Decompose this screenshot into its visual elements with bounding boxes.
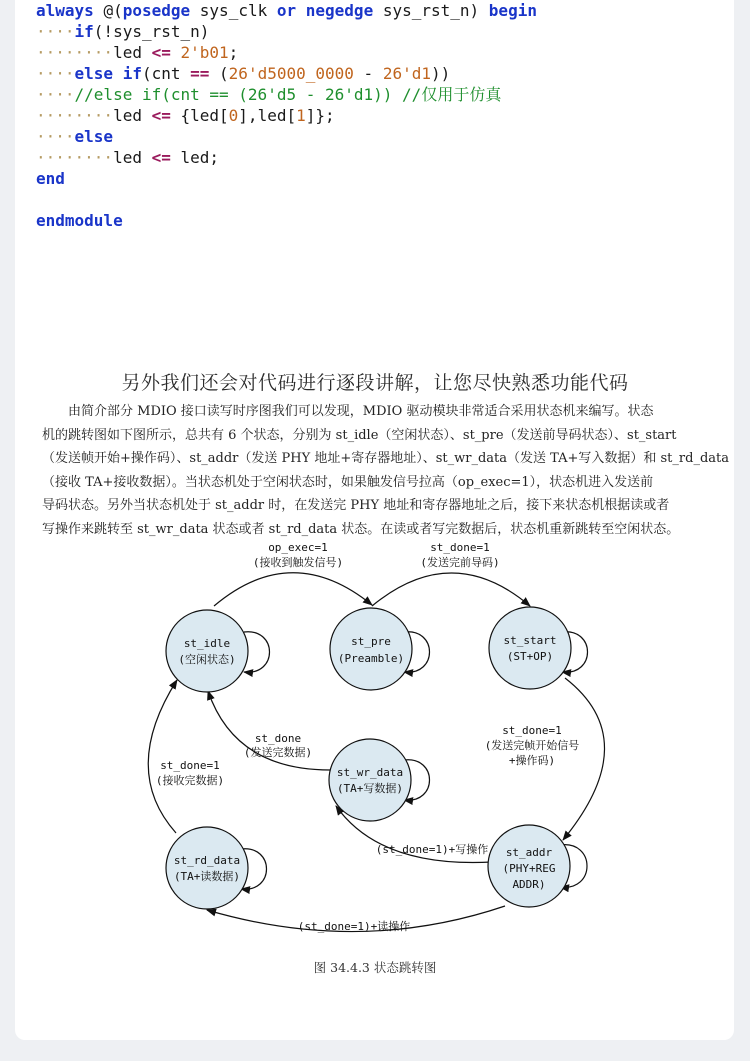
edge-label: (st_done=1)+读操作 xyxy=(297,920,411,933)
state-desc: (空闲状态) xyxy=(178,653,236,666)
code-token: //else if(cnt == (26'd5 - 26'd1)) //仅用于仿真 xyxy=(74,85,502,104)
code-line xyxy=(36,147,537,168)
code-token: ···· xyxy=(36,127,75,146)
state-desc: ADDR) xyxy=(512,878,546,891)
code-token: (!sys_rst_n) xyxy=(93,22,210,41)
code-token: <= xyxy=(151,43,171,62)
state-name: st_start xyxy=(503,634,557,647)
code-token: negedge xyxy=(305,1,374,20)
edge-label: (接收到触发信号) xyxy=(252,556,344,569)
edge-start-to-addr xyxy=(563,678,605,840)
code-token: {led[ xyxy=(170,106,229,125)
code-token: else if xyxy=(74,64,142,83)
state-desc: (ST+OP) xyxy=(506,650,554,663)
edge-label: (接收完数据) xyxy=(155,774,225,787)
paragraph-line: 导码状态。另外当状态机处于 st_addr 时，在发送完 PHY 地址和寄存器地址之后，接下来状态机根据读或者 xyxy=(42,498,670,514)
code-token xyxy=(171,43,181,62)
code-token: == xyxy=(190,64,210,83)
code-token: begin xyxy=(488,1,537,20)
code-token: always xyxy=(36,1,94,20)
edge-label: (发送完前导码) xyxy=(420,556,500,569)
code-token: 26'd5000_0000 xyxy=(228,64,354,83)
code-token: led xyxy=(113,43,152,62)
state-name: st_rd_data xyxy=(173,854,241,867)
code-token: else xyxy=(74,127,114,146)
code-line xyxy=(36,126,537,147)
code-token: ········ xyxy=(36,148,114,167)
code-line xyxy=(36,189,537,210)
edge-label: st_done xyxy=(254,732,302,745)
code-token: <= xyxy=(151,106,171,125)
code-line xyxy=(36,21,537,42)
code-token: or xyxy=(276,1,297,20)
code-token: sys_rst_n) xyxy=(373,1,489,20)
state-st-pre xyxy=(330,608,412,690)
state-name: st_idle xyxy=(183,637,231,650)
code-token: - xyxy=(353,64,383,83)
state-st-start xyxy=(489,607,571,689)
code-line xyxy=(36,105,537,126)
code-line xyxy=(36,84,537,105)
code-token xyxy=(94,1,104,20)
state-st-addr xyxy=(488,825,570,907)
code-token: ],led[ xyxy=(238,106,297,125)
edge-label: (st_done=1)+写操作 xyxy=(375,843,489,856)
state-st-rd-data xyxy=(166,827,248,909)
code-token: 26'd1 xyxy=(382,64,431,83)
code-line xyxy=(36,168,537,189)
code-line xyxy=(36,210,537,231)
edge-label: (发送完数据) xyxy=(243,746,313,759)
code-token: ( xyxy=(113,1,123,20)
edge-label: st_done=1 xyxy=(430,541,490,554)
state-name: st_wr_data xyxy=(336,766,404,779)
code-token: endmodule xyxy=(36,211,123,230)
paragraph-line: （发送帧开始+操作码）、st_addr（发送 PHY 地址+寄存器地址）、st_wr_data（发送 TA+写入数据）和 st_rd_data xyxy=(42,451,729,467)
edge-rd-to-idle xyxy=(148,680,177,833)
code-block xyxy=(36,0,537,231)
paragraph-line: 写操作来跳转至 st_wr_data 状态或者 st_rd_data 状态。在读或者写完数据后，状态机重新跳转至空闲状态。 xyxy=(42,521,680,537)
code-token xyxy=(296,1,306,20)
state-desc: (PHY+REG xyxy=(502,862,556,875)
code-token: 0 xyxy=(228,106,239,125)
code-token: led; xyxy=(170,148,220,167)
code-token: <= xyxy=(151,148,171,167)
state-desc: (TA+读数据) xyxy=(173,870,241,883)
code-line xyxy=(36,0,537,21)
state-desc: (Preamble) xyxy=(337,652,405,665)
code-token: ···· xyxy=(36,22,75,41)
code-token: 2'b01 xyxy=(180,43,229,62)
state-st-wr-data xyxy=(329,739,411,821)
state-desc: (TA+写数据) xyxy=(336,782,404,795)
code-token: ( xyxy=(209,64,229,83)
code-token: ···· xyxy=(36,64,75,83)
code-token: (cnt xyxy=(141,64,191,83)
code-token: end xyxy=(36,169,65,188)
code-line xyxy=(36,42,537,63)
code-token: )) xyxy=(430,64,451,83)
paragraph-line: 机的跳转图如下图所示，总共有 6 个状态，分别为 st_idle（空闲状态）、st_pre（发送前导码状态）、st_start xyxy=(42,427,677,443)
code-token: sys_clk xyxy=(190,1,277,20)
edge-pre-to-start xyxy=(372,573,530,606)
code-token: posedge xyxy=(122,1,191,20)
description-paragraph xyxy=(42,400,729,542)
code-token: @ xyxy=(103,1,114,20)
section-heading: 另外我们还会对代码进行逐段讲解，让您尽快熟悉功能代码 xyxy=(121,372,629,394)
edge-label: st_done=1 xyxy=(502,724,562,737)
figure-caption: 图 34.4.3 状态跳转图 xyxy=(313,960,437,975)
state-diagram xyxy=(0,535,750,955)
code-token: 1 xyxy=(296,106,306,125)
edge-idle-to-pre xyxy=(214,573,372,606)
code-line xyxy=(36,63,537,84)
code-token: ········ xyxy=(36,106,114,125)
state-st-idle xyxy=(166,610,248,692)
code-token: ········ xyxy=(36,43,114,62)
code-token: if xyxy=(74,22,94,41)
code-token: led xyxy=(113,148,152,167)
paragraph-line: （接收 TA+接收数据）。当状态机处于空闲状态时，如果触发信号拉高（op_exec=1），状态机进入发送前 xyxy=(42,474,654,490)
edge-label: +操作码) xyxy=(508,754,556,767)
paragraph-line: 由简介部分 MDIO 接口读写时序图我们可以发现，MDIO 驱动模块非常适合采用状态机来编写。状态 xyxy=(68,404,654,419)
code-token: led xyxy=(113,106,152,125)
edge-label: st_done=1 xyxy=(160,759,220,772)
code-token: ; xyxy=(228,43,239,62)
edge-label: (发送完帧开始信号 xyxy=(484,739,580,752)
code-token: ···· xyxy=(36,85,75,104)
code-token: ]}; xyxy=(305,106,335,125)
state-name: st_addr xyxy=(505,846,553,859)
state-name: st_pre xyxy=(351,635,391,648)
edge-label: op_exec=1 xyxy=(268,541,328,554)
